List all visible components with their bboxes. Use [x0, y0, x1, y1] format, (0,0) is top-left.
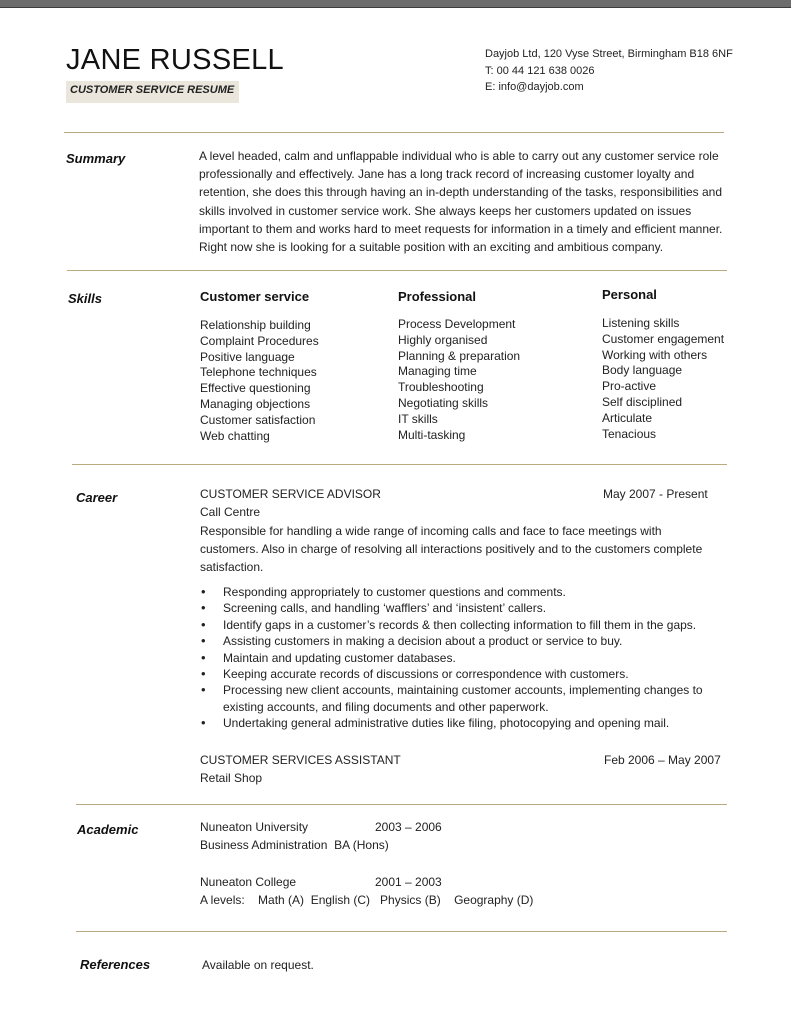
academic-detail: Business Administration BA (Hons): [200, 838, 389, 852]
skills-column-heading-customer-service: Customer service: [200, 289, 310, 304]
skills-column-heading-professional: Professional: [398, 289, 477, 304]
skill-item: Telephone techniques: [200, 365, 317, 380]
skill-item: Articulate: [602, 410, 653, 425]
job-description-line: customers. Also in charge of resolving all interactions positively and to the customers complete: [200, 542, 703, 556]
academic-years: 2001 – 2003: [375, 875, 442, 889]
job-employer-assistant: Retail Shop: [200, 771, 263, 785]
job-description-line: Responsible for handling a wide range of incoming calls and face to face meetings with: [200, 524, 662, 538]
responsibility-item: • Responding appropriately to customer questions and comments.: [199, 584, 709, 600]
skill-item: Effective questioning: [200, 381, 311, 396]
skill-item: Positive language: [200, 349, 295, 364]
skill-item: Body language: [602, 363, 683, 378]
academic-institution: Nuneaton University: [200, 820, 309, 834]
summary-label: Summary: [66, 151, 126, 166]
divider-summary: [67, 270, 727, 271]
job-dates-advisor: May 2007 - Present: [603, 487, 708, 501]
responsibility-item: • Keeping accurate records of discussions or correspondence with customers.: [199, 666, 709, 682]
responsibility-item: • Undertaking general administrative duties like filing, photocopying and opening mail.: [199, 715, 709, 731]
responsibility-item: • Identify gaps in a customer’s records & then collecting information to fill them in the gaps.: [199, 617, 709, 633]
skill-item: Managing time: [398, 364, 477, 379]
career-label: Career: [76, 490, 118, 505]
academic-detail: A levels: Math (A) English (C) Physics (B) Geography (D): [200, 893, 534, 907]
skill-item: Managing objections: [200, 396, 311, 411]
skill-item: Customer engagement: [602, 331, 725, 346]
skill-item: Planning & preparation: [398, 348, 521, 363]
skill-item: Self disciplined: [602, 394, 683, 409]
skill-item: Multi-tasking: [398, 427, 466, 442]
skill-item: Working with others: [602, 347, 708, 362]
academic-institution: Nuneaton College: [200, 875, 297, 889]
divider-header: [64, 132, 724, 133]
summary-text: A level headed, calm and unflappable individual who is able to carry out any customer service role professionally and effectively. Jane has a long track record of increasing customer loyalty and retention, she does this through having an in-depth understanding of the tasks, responsibilities and skills involved in customer service work. She always keeps her customers updated on issues important to them and works hard to meet requests for information in a timely and efficient manner. Right now she is looking for a suitable position with an exciting and ambitious company.: [199, 149, 723, 255]
divider-skills: [72, 464, 727, 465]
contact-phone: T: 00 44 121 638 0026: [485, 65, 595, 77]
academic-years: 2003 – 2006: [375, 820, 442, 834]
resume-subtitle: CUSTOMER SERVICE RESUME: [70, 84, 235, 96]
divider-academic: [76, 931, 727, 932]
skill-item: Web chatting: [200, 428, 270, 443]
skill-item: Troubleshooting: [398, 380, 484, 395]
skills-label: Skills: [68, 291, 102, 306]
responsibility-item: • Assisting customers in making a decision about a product or service to buy.: [199, 633, 709, 649]
skills-list-professional: [398, 317, 520, 443]
skills-list-personal: [602, 316, 724, 442]
skills-column-heading-personal: Personal: [602, 287, 657, 302]
job-description-line: satisfaction.: [200, 560, 264, 574]
skill-item: Tenacious: [602, 426, 657, 441]
contact-email: E: info@dayjob.com: [485, 81, 584, 93]
skill-item: IT skills: [398, 411, 438, 426]
job-title-advisor: CUSTOMER SERVICE ADVISOR: [200, 487, 381, 501]
candidate-name: JANE RUSSELL: [66, 44, 284, 76]
responsibility-item: • Screening calls, and handling ‘wafflers’ and ‘insistent’ callers.: [199, 600, 709, 616]
skills-list-customer-service: [200, 318, 319, 444]
skill-item: Complaint Procedures: [200, 333, 319, 348]
job-dates-assistant: Feb 2006 – May 2007: [604, 753, 721, 767]
responsibility-item: • Processing new client accounts, maintaining customer accounts, implementing changes to existing accounts, and filing documents and other paperwork.: [199, 682, 709, 715]
academic-label: Academic: [77, 822, 139, 837]
divider-career: [76, 804, 727, 805]
window-top-bar: [0, 0, 791, 8]
skill-item: Customer satisfaction: [200, 412, 316, 427]
responsibility-item: • Maintain and updating customer databases.: [199, 650, 709, 666]
references-text: Available on request.: [202, 958, 314, 972]
skill-item: Pro-active: [602, 379, 657, 394]
skill-item: Highly organised: [398, 332, 488, 347]
skill-item: Process Development: [398, 317, 516, 331]
job-employer-advisor: Call Centre: [200, 505, 261, 519]
job-responsibilities-list: [199, 584, 709, 732]
contact-address: Dayjob Ltd, 120 Vyse Street, Birmingham B18 6NF: [485, 48, 733, 60]
job-title-assistant: CUSTOMER SERVICES ASSISTANT: [200, 753, 401, 767]
references-label: References: [80, 957, 151, 972]
skill-item: Relationship building: [200, 318, 311, 332]
skill-item: Listening skills: [602, 316, 680, 330]
skill-item: Negotiating skills: [398, 395, 489, 410]
